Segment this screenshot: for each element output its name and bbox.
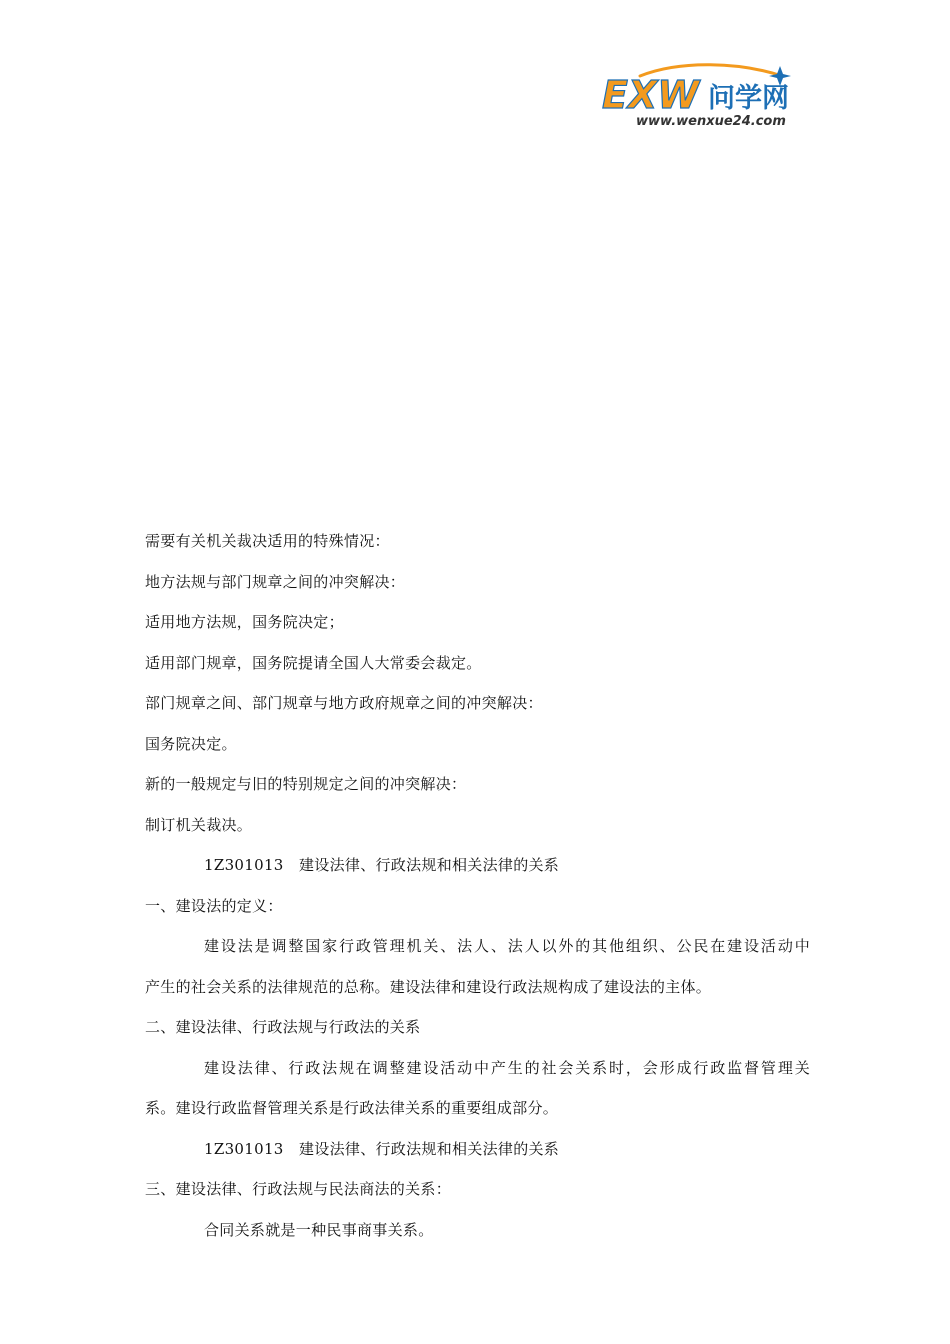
section-title: 建设法律、行政法规和相关法律的关系: [299, 856, 560, 874]
paragraph-line: 建设法是调整国家行政管理机关、法人、法人以外的其他组织、公民在建设活动中: [204, 937, 810, 955]
text-line: 部门规章之间、部门规章与地方政府规章之间的冲突解决：: [145, 694, 543, 712]
text-line: 制订机关裁决。: [145, 815, 253, 834]
site-logo: [600, 62, 815, 132]
item-heading: 三、建设法律、行政法规与民法商法的关系：: [145, 1180, 452, 1198]
section-heading: [145, 845, 810, 886]
paragraph-line: 合同关系就是一种民事商事关系。: [204, 1220, 434, 1239]
logo-letters: EXW: [602, 73, 700, 117]
logo-graphic: [600, 62, 815, 132]
section-code: 1Z301013: [204, 856, 284, 874]
text-line: 国务院决定。: [145, 734, 237, 753]
paragraph-line: 系。建设行政监督管理关系是行政法律关系的重要组成部分。: [145, 1099, 559, 1117]
section-heading: [145, 1129, 810, 1170]
section-title: 建设法律、行政法规和相关法律的关系: [299, 1139, 560, 1158]
logo-chinese-name: 问学网: [708, 83, 789, 114]
paragraph-line: 建设法律、行政法规在调整建设活动中产生的社会关系时，会形成行政监督管理关: [204, 1058, 810, 1077]
text-line: 地方法规与部门规章之间的冲突解决：: [145, 572, 406, 591]
section-code: 1Z301013: [204, 1139, 284, 1158]
text-line: 新的一般规定与旧的特别规定之间的冲突解决：: [145, 775, 467, 793]
logo-url: www.wenxue24.com: [636, 114, 786, 129]
text-line: 需要有关机关裁决适用的特殊情况：: [145, 532, 390, 550]
document-body: [145, 521, 810, 1250]
paragraph-line: 产生的社会关系的法律规范的总称。建设法律和建设行政法规构成了建设法的主体。: [145, 977, 712, 996]
text-line: 适用部门规章，国务院提请全国人大常委会裁定。: [145, 653, 482, 672]
text-line: 适用地方法规，国务院决定；: [145, 613, 344, 631]
item-heading: 一、建设法的定义：: [145, 896, 283, 915]
item-heading: 二、建设法律、行政法规与行政法的关系: [145, 1018, 421, 1036]
